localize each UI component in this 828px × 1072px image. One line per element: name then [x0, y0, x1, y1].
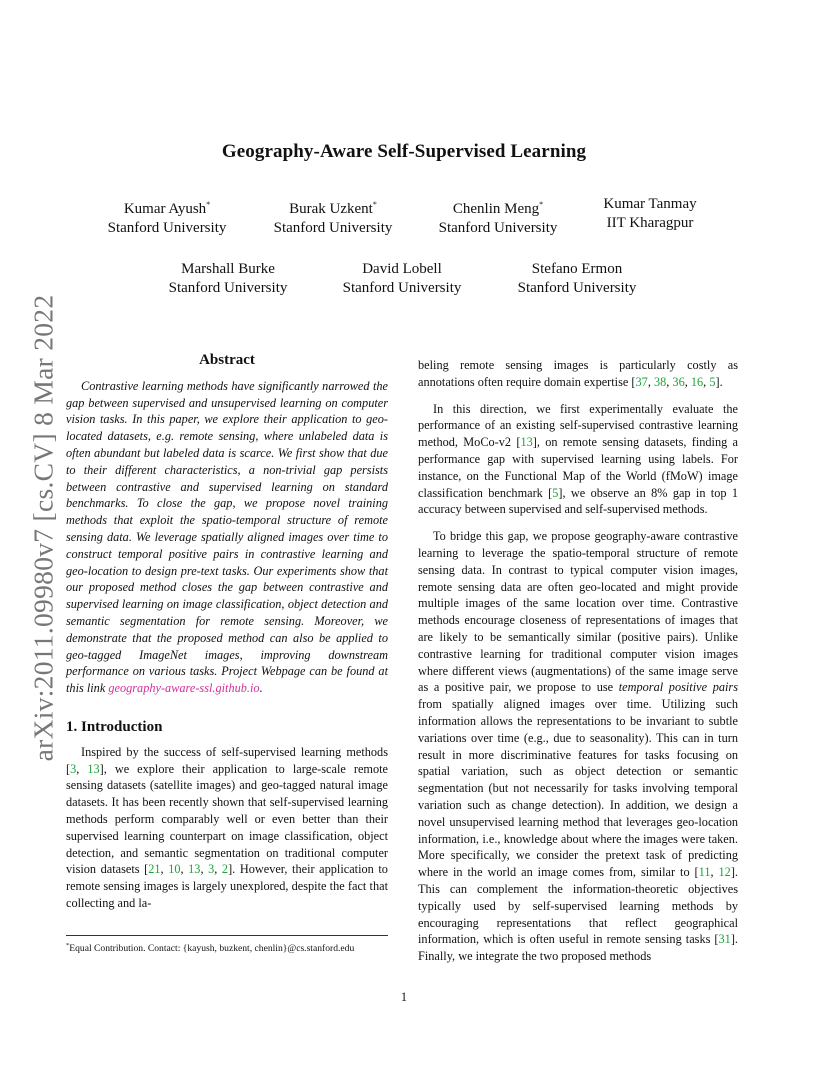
- author-affiliation: Stanford University: [438, 220, 558, 236]
- section-heading-introduction: 1. Introduction: [66, 718, 163, 735]
- citation-link[interactable]: 11: [698, 865, 711, 880]
- intro-paragraph-1: Inspired by the success of self-supervised learning methods [3, 13], we explore their application to large-scale remote sensing datasets (satellite images) and geo-tagged natural image datasets. It has been recently shown that self-supervised learning methods perform comparably well or even better than their supervised learning counterpart on image classification, object detection, and semantic segmentation on traditional computer vision datasets [21, 10, 13, 3, 2]. However, their application to remote sensing images is largely unexplored, despite the fact that collecting and la-: [66, 744, 388, 910]
- project-webpage-link[interactable]: geography-aware-ssl.github.io: [108, 681, 260, 696]
- left-column: [66, 352, 388, 912]
- arxiv-identifier: arXiv:2011.09980v7 [cs.CV] 8 Mar 2022: [27, 294, 59, 761]
- author-affiliation: Stanford University: [517, 280, 637, 296]
- author-block: [327, 260, 477, 298]
- abstract-text: Contrastive learning methods have significantly narrowed the gap between supervised and unsupervised learning on computer vision tasks. In this paper, we explore their application to geo-located datasets, e.g. remote sensing, where unlabeled data is often abundant but labeled data is scarce. We first show that due to their different characteristics, a non-trivial gap persists between contrastive and supervised learning on standard benchmarks. To close the gap, we propose novel training methods that exploit the spatio-temporal structure of remote sensing data. We leverage spatially aligned images over time to construct temporal positive pairs in contrastive learning and geo-location to design pre-text tasks. Our experiments show that our proposed method closes the gap between contrastive and supervised learning on image classification, object detection and semantic segmentation for remote sensing. Moreover, we demonstrate that the proposed method can also be applied to geo-tagged ImageNet images, improving downstream performance on various tasks. Project Webpage can be found at this link geography-aware-ssl.github.io.: [66, 378, 388, 696]
- citation-link[interactable]: 16: [690, 374, 704, 389]
- citation-link[interactable]: 12: [718, 865, 731, 880]
- intro-paragraph-3: To bridge this gap, we propose geography-aware contrastive learning to leverage the spatio-temporal structure of remote sensing data. In contrast to typical computer vision images, remote sensing data are often geo-located and might provide multiple images of the same location over time. Contrastive methods encourage closeness of representations of images that are likely to be semantically similar (positive pairs). Unlike contrastive learning for traditional computer vision images where different views (augmentations) of the same image serve as a positive pair, we propose to use temporal positive pairs from spatially aligned images over time. Utilizing such information allows the representations to be invariant to subtle variations over time (e.g., due to seasonality). This can in turn result in more discriminative features for tasks focusing on spatial variation, such as object detection or semantic segmentation (but not necessarily for tasks involving temporal variation such as change detection). In addition, we design a novel unsupervised learning method that leverages geo-location information, i.e., knowledge about where the images were taken. More specifically, we consider the pretext task of predicting where in the world an image comes from, similar to [11, 12]. This can complement the information-theoretic objectives typically used by self-supervised learning methods by encouraging representations that reflect geographical information, which is often useful in remote sensing tasks [31]. Finally, we integrate the two proposed methods: [418, 529, 738, 964]
- author-name: David Lobell: [362, 261, 442, 277]
- citation-link[interactable]: 36: [672, 374, 685, 389]
- citation-link[interactable]: 13: [520, 435, 533, 450]
- paper-title: Geography-Aware Self-Supervised Learning: [221, 141, 587, 162]
- abstract-heading: Abstract: [199, 352, 255, 368]
- author-affiliation: Stanford University: [273, 220, 393, 236]
- author-name: Burak Uzkent*: [289, 200, 377, 217]
- author-name: Kumar Tanmay: [603, 196, 697, 212]
- citation-link[interactable]: 13: [188, 862, 201, 877]
- author-affiliation: Stanford University: [168, 280, 288, 296]
- right-column: [418, 357, 738, 965]
- author-affiliation: Stanford University: [107, 220, 227, 236]
- citation-link[interactable]: 5: [709, 374, 716, 389]
- author-block: [575, 195, 725, 233]
- citation-link[interactable]: 3: [70, 761, 77, 776]
- citation-link[interactable]: 13: [87, 761, 100, 776]
- citation-link[interactable]: 2: [221, 862, 229, 877]
- citation-link[interactable]: 5: [552, 485, 559, 500]
- emphasis-temporal-positive-pairs: temporal positive pairs: [618, 680, 738, 695]
- author-affiliation: Stanford University: [342, 280, 462, 296]
- author-affiliation: IIT Kharagpur: [606, 215, 694, 231]
- author-name: Chenlin Meng*: [452, 200, 544, 217]
- citation-link[interactable]: 3: [208, 862, 215, 877]
- author-block: [153, 260, 303, 298]
- page-number: 1: [400, 990, 408, 1004]
- citation-link[interactable]: 38: [653, 374, 667, 389]
- author-block: [502, 260, 652, 298]
- author-block: [423, 195, 573, 238]
- author-name: Marshall Burke: [181, 261, 275, 277]
- citation-link[interactable]: 37: [635, 374, 648, 389]
- citation-link[interactable]: 10: [168, 862, 181, 877]
- citation-link[interactable]: 31: [718, 932, 731, 947]
- arxiv-sidebar-stamp: [26, 290, 60, 765]
- author-name: Stefano Ermon: [531, 261, 623, 277]
- footnote: *Equal Contribution. Contact: {kayush, buzkent, chenlin}@cs.stanford.edu: [66, 935, 388, 955]
- author-name: Kumar Ayush*: [123, 200, 211, 217]
- citation-link[interactable]: 21: [148, 862, 161, 877]
- author-block: [258, 195, 408, 238]
- author-block: [92, 195, 242, 238]
- intro-paragraph-2: In this direction, we first experimentally evaluate the performance of an existing self-supervised contrastive learning method, MoCo-v2 [13], on remote sensing datasets, finding a performance gap with supervised learning using labels. For instance, on the Functional Map of the World (fMoW) image classification benchmark [5], we observe an 8% gap in top 1 accuracy between supervised and self-supervised methods.: [418, 401, 738, 517]
- intro-paragraph-1-continuation: beling remote sensing images is particularly costly as annotations often require domain expertise [37, 38, 36, 16, 5].: [418, 358, 738, 389]
- intro-paragraph-1-continued: ]. However, their application to remote sensing images is largely unexplored, despite the fact that collecting and la-: [66, 862, 388, 910]
